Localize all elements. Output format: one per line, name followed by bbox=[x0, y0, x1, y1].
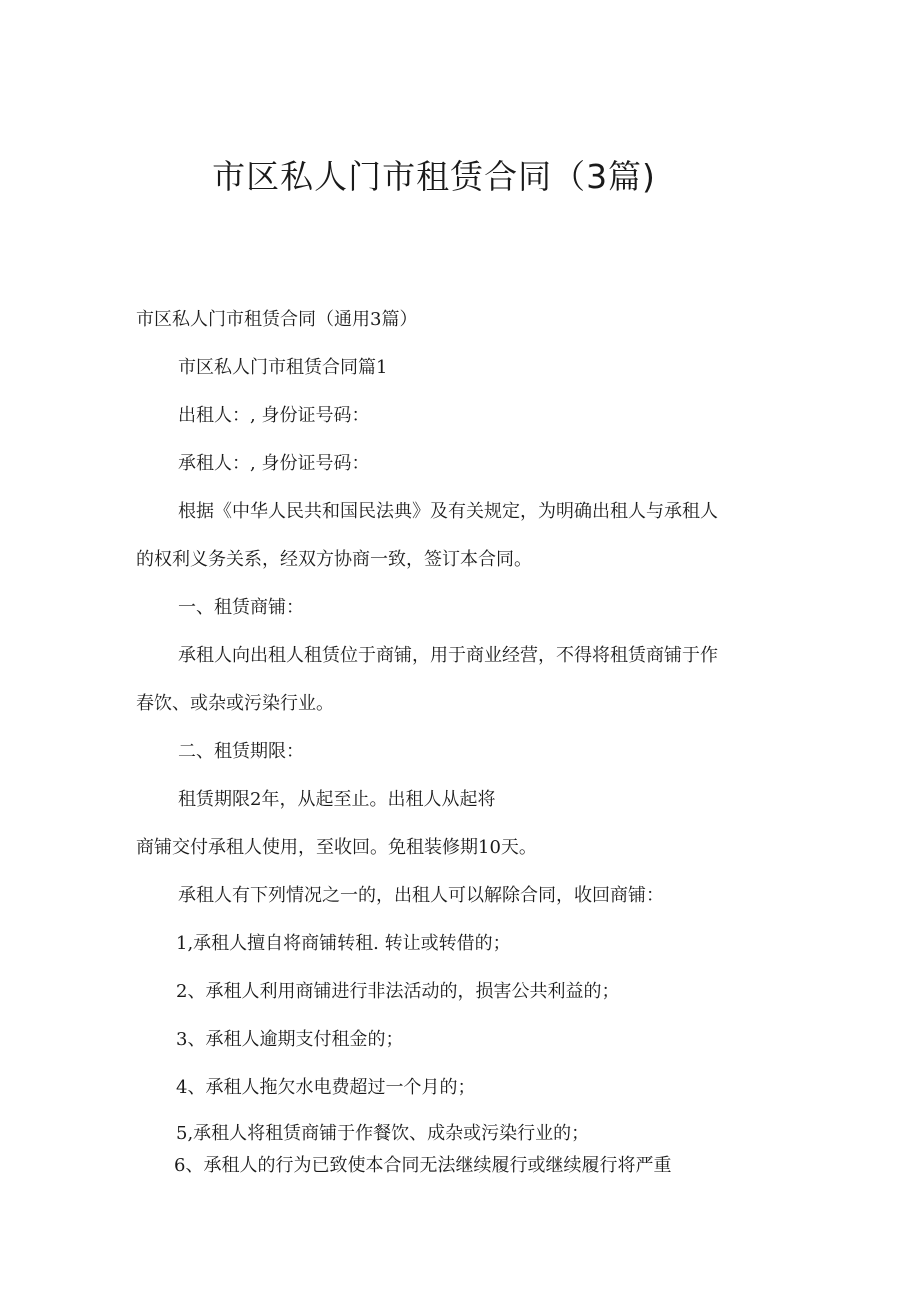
document-title: 市区私人门市租赁合同（3篇) bbox=[212, 157, 656, 196]
list-item: 2、承租人利用商铺进行非法活动的，损害公共利益的； bbox=[176, 981, 620, 1002]
article-2-heading: 二、租赁期限： bbox=[178, 741, 304, 762]
article-1-line-1: 承租人向出租人租赁位于商铺，用于商业经营，不得将租赁商铺于作 bbox=[178, 645, 718, 666]
list-item: 5,承租人将租赁商铺于作餐饮、成杂或污染行业的； bbox=[176, 1123, 590, 1144]
article-2-line-1: 租赁期限2年，从起至止。出租人从起将 bbox=[178, 789, 496, 810]
list-item: 4、承租人拖欠水电费超过一个月的； bbox=[176, 1077, 476, 1098]
article-1-line-2: 春饮、或杂或污染行业。 bbox=[136, 693, 334, 714]
lessee-line: 承租人：, 身份证号码： bbox=[178, 453, 370, 474]
termination-intro: 承租人有下列情况之一的，出租人可以解除合同，收回商铺： bbox=[178, 885, 664, 906]
preamble-line-2: 的权利义务关系，经双方协商一致，签订本合同。 bbox=[136, 549, 532, 570]
document-subtitle: 市区私人门市租赁合同（通用3篇） bbox=[136, 309, 418, 330]
list-item: 3、承租人逾期支付租金的； bbox=[176, 1029, 404, 1050]
list-item: 6、承租人的行为已致使本合同无法继续履行或继续履行将严重 bbox=[174, 1155, 672, 1176]
article-1-heading: 一、租赁商铺： bbox=[178, 597, 304, 618]
list-item: 1,承租人擅自将商铺转租. 转让或转借的； bbox=[176, 933, 511, 954]
article-2-line-2: 商铺交付承租人使用，至收回。免租装修期10天。 bbox=[136, 837, 537, 858]
preamble-line-1: 根据《中华人民共和国民法典》及有关规定，为明确出租人与承租人 bbox=[178, 501, 718, 522]
lessor-line: 出租人：, 身份证号码： bbox=[178, 405, 370, 426]
section-heading: 市区私人门市租赁合同篇1 bbox=[178, 357, 388, 378]
